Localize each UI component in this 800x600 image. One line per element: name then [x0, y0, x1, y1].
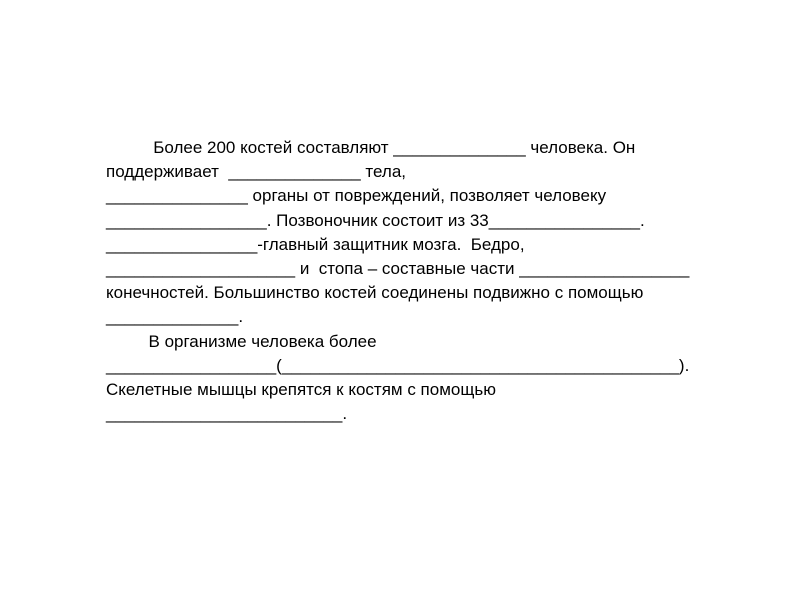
text-line: Скелетные мышцы крепятся к костям с помощью: [106, 379, 496, 399]
text-line: _________________________.: [106, 404, 348, 424]
worksheet-text: [106, 136, 756, 426]
text-line: Более 200 костей составляют ______________ человека. Он: [106, 138, 636, 157]
text-line: поддерживает ______________ тела,: [106, 162, 406, 182]
text-line: _______________ органы от повреждений, позволяет человеку: [106, 186, 607, 206]
text-line: конечностей. Большинство костей соединены подвижно с помощью: [106, 283, 644, 303]
text-line: В организме человека более: [106, 331, 377, 351]
text-line: __________________(__________________________________________).: [106, 355, 690, 375]
text-line: ______________.: [106, 307, 244, 327]
text-line: ____________________ и стопа – составные части __________________: [106, 258, 690, 278]
text-line: ________________-главный защитник мозга. Бедро,: [106, 234, 525, 254]
text-line: _________________. Позвоночник состоит из 33________________.: [106, 210, 645, 230]
